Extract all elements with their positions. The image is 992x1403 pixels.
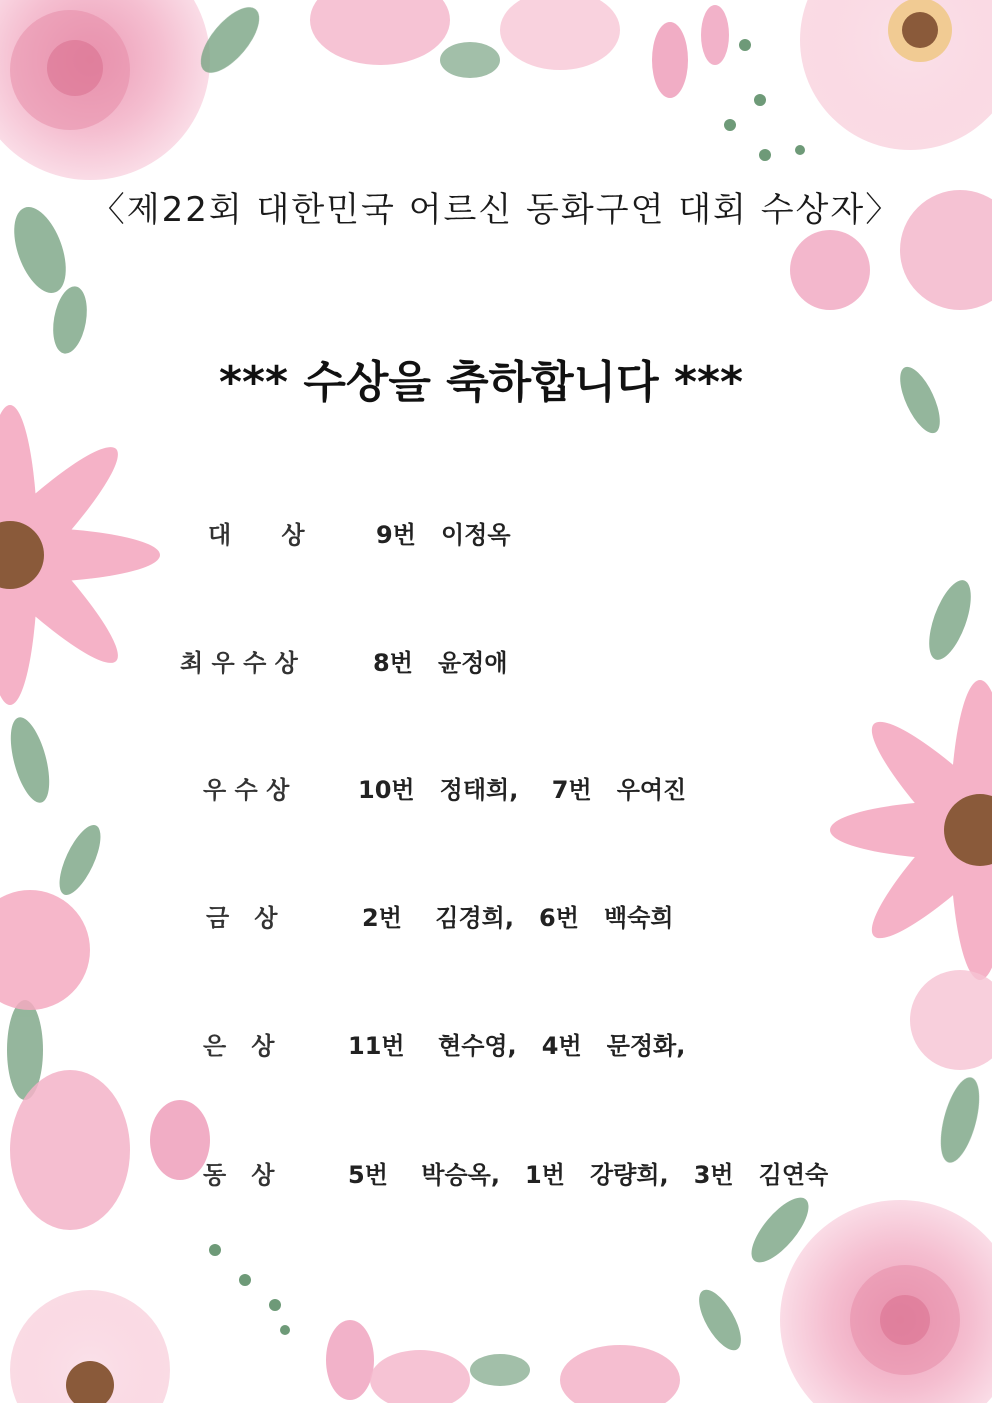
flower-left-lower [0,890,90,1010]
berries-top-right [724,39,805,161]
flowers-bottom-left [10,1070,210,1403]
daisy-left [0,405,160,705]
award-label: 최 우 수 상 [180,649,298,677]
flowers-bottom-center [326,1320,680,1403]
award-label: 동 상 [203,1161,275,1189]
award-label: 대 상 [208,521,305,549]
award-label: 우 수 상 [203,776,290,804]
award-winners: 10번 정태희, 7번 우여진 [358,776,687,804]
blossom-right-lower [910,970,992,1070]
award-label: 은 상 [203,1032,275,1060]
rose-top-left [0,0,210,180]
congrats-heading: *** 수상을 축하합니다 *** [218,357,744,408]
rose-bottom-right [780,1200,992,1403]
award-winners: 9번 이정옥 [376,521,511,549]
award-winners: 2번 김경희, 6번 백숙희 [362,904,674,932]
award-winners: 8번 윤정애 [373,649,508,677]
award-winners: 11번 현수영, 4번 문정화, [348,1032,686,1060]
award-label: 금 상 [206,904,278,932]
berries-bottom-left [209,1244,290,1335]
flower-top-right [790,0,992,310]
page-title: 〈제22회 대한민국 어르신 동화구연 대회 수상자〉 [90,190,902,230]
daisy-right [830,680,992,980]
blossoms-top-center [310,0,729,98]
award-winners: 5번 박승옥, 1번 강량희, 3번 김연숙 [348,1161,829,1189]
